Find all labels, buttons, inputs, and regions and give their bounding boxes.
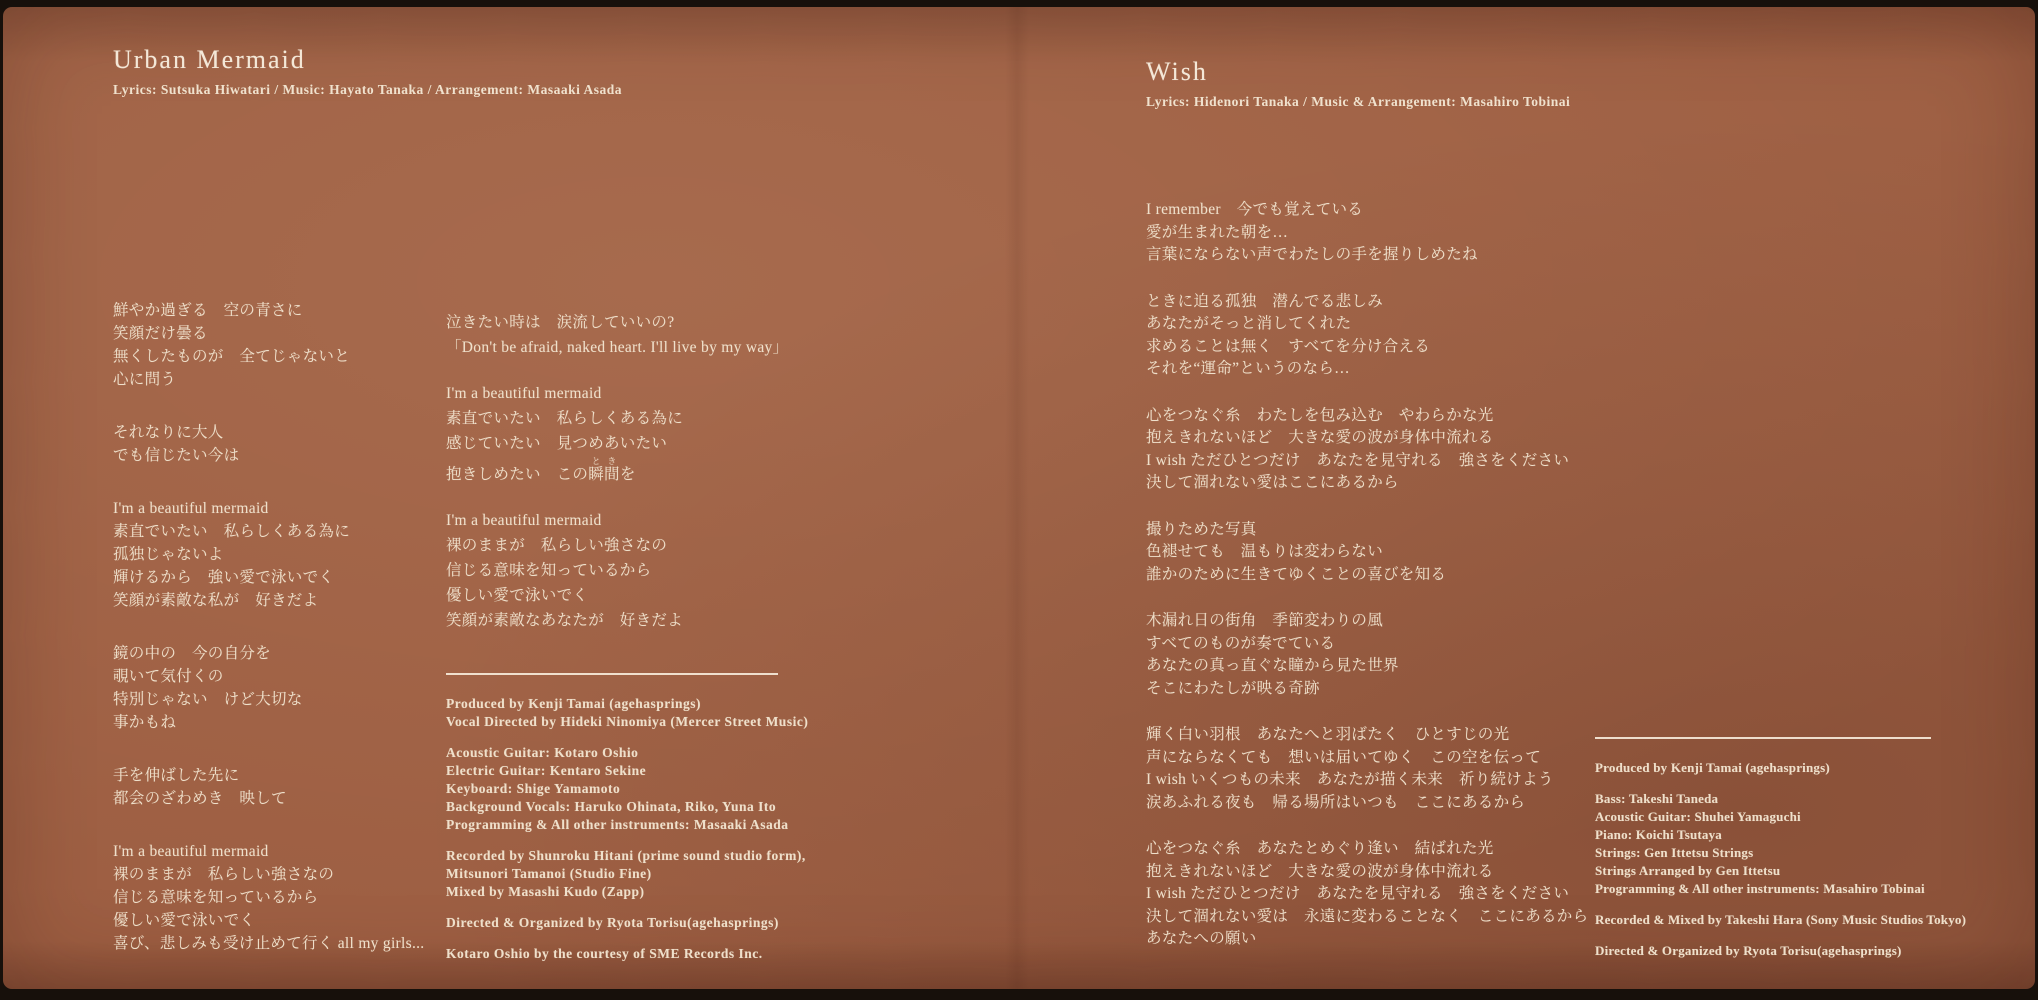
lyric-paragraph	[1146, 610, 1588, 700]
lyric-paragraph	[446, 381, 788, 487]
song-title: Urban Mermaid	[113, 45, 306, 74]
lyric-line: 「Don't be afraid, naked heart. I'll live by my way」	[446, 339, 789, 356]
lyric-line: それなりに大人	[113, 424, 224, 441]
lyrics-column	[1146, 199, 1588, 975]
lyric-line: 撮りためた写真	[1146, 520, 1257, 538]
lyric-line: 優しい愛で泳いでく	[113, 912, 256, 929]
lyric-line: 孤独じゃないよ	[113, 546, 224, 563]
lyric-line: 木漏れ日の街角 季節変わりの風	[1146, 612, 1384, 629]
credit-line: Keyboard: Shige Yamamoto	[446, 781, 621, 796]
lyric-line: あなたの真っ直ぐな瞳から見た世界	[1146, 657, 1399, 674]
lyric-line: 都会のざわめき 映して	[113, 790, 287, 807]
lyric-line: 心をつなぐ糸 あなたとめぐり逢い 結ばれた光	[1146, 840, 1494, 857]
lyric-line: 決して涸れない愛はここにあるから	[1146, 474, 1399, 491]
lyric-line: 感じていたい 見つめあいたい	[446, 435, 668, 452]
lyric-line: 色褪せても 温もりは変わらない	[1146, 543, 1384, 560]
credit-line: Directed & Organized by Ryota Torisu(agehasprings)	[1595, 943, 1902, 958]
credit-line: Recorded by Shunroku Hitani (prime sound studio form),	[446, 848, 806, 863]
credit-group	[1595, 942, 2038, 960]
credit-line: Strings Arranged by Gen Ittetsu	[1595, 863, 1781, 878]
lyric-line: それを“運命”というのなら…	[1146, 360, 1350, 377]
credit-line: Mixed by Masashi Kudo (Zapp)	[446, 884, 645, 899]
lyric-line: でも信じたい今は	[113, 447, 240, 464]
lyric-line: 喜び、悲しみも受け止めて行く all my girls...	[113, 935, 425, 952]
lyric-line: 心をつなぐ糸 わたしを包み込む やわらかな光	[1146, 406, 1494, 424]
lyric-line: 輝けるから 強い愛で泳いでく	[113, 569, 335, 586]
divider-line	[446, 673, 778, 675]
lyric-paragraph	[113, 764, 425, 810]
lyric-line: 声にならなくても 想いは届いてゆく この空を伝って	[1146, 748, 1542, 766]
lyric-line: 事かもね	[113, 714, 177, 731]
lyric-line: あなたへの願い	[1146, 930, 1257, 947]
lyric-line: 手を伸ばした先に	[113, 767, 240, 784]
lyric-line: 抱えきれないほど 大きな愛の波が身体中流れる	[1146, 429, 1494, 446]
credit-line: Strings: Gen Ittetsu Strings	[1595, 845, 1754, 860]
lyric-line: 笑顔が素敵なあなたが 好きだよ	[446, 612, 684, 629]
lyric-paragraph	[446, 508, 788, 633]
credit-group	[1595, 759, 2038, 777]
credit-line: Kotaro Oshio by the courtesy of SME Records Inc.	[446, 946, 763, 961]
credit-line: Programming & All other instruments: Masaaki Asada	[446, 817, 789, 832]
lyric-line: 鮮やか過ぎる 空の青さに	[113, 302, 303, 319]
lyric-line: 愛が生まれた朝を…	[1146, 223, 1289, 241]
lyric-line: 決して涸れない愛は 永遠に変わることなく ここにあるから	[1146, 907, 1589, 925]
lyric-line: 裸のままが 私らしい強さなの	[113, 866, 335, 883]
credit-line: Background Vocals: Haruko Ohinata, Riko, Yuna Ito	[446, 799, 777, 814]
song-byline: Lyrics: Sutsuka Hiwatari / Music: Hayato Tanaka / Arrangement: Masaaki Asada	[113, 82, 623, 97]
lyric-line: 求めることは無く すべてを分け合える	[1146, 337, 1431, 355]
lyric-line: 涙あふれる夜も 帰る場所はいつも ここにあるから	[1146, 793, 1526, 811]
booklet-spread	[3, 7, 2035, 989]
lyric-line: 覗いて気付くの	[113, 668, 224, 685]
credit-group	[446, 744, 926, 834]
lyrics-column-left	[113, 299, 425, 985]
lyric-line: I wish いくつもの未来 あなたが描く未来 祈り続けよう	[1146, 771, 1554, 788]
lyric-line: 無くしたものが 全てじゃないと	[113, 348, 351, 365]
credit-line: Acoustic Guitar: Kotaro Oshio	[446, 745, 639, 760]
lyric-line: I'm a beautiful mermaid	[446, 512, 602, 529]
lyric-paragraph	[446, 310, 788, 360]
lyric-line: ときに迫る孤独 潜んでる悲しみ	[1146, 292, 1384, 310]
lyric-line: I'm a beautiful mermaid	[446, 385, 602, 402]
credit-line: Vocal Directed by Hideki Ninomiya (Mercer Street Music)	[446, 714, 809, 729]
credit-line: Piano: Koichi Tsutaya	[1595, 827, 1723, 842]
lyric-line: 泣きたい時は 涙流していいの?	[446, 314, 675, 331]
credit-line: Mitsunori Tamanoi (Studio Fine)	[446, 866, 652, 881]
lyric-line: 抱きしめたい この瞬間ときを	[446, 456, 636, 483]
song-header	[113, 45, 622, 98]
lyric-line: 鏡の中の 今の自分を	[113, 645, 272, 662]
credit-line: Acoustic Guitar: Shuhei Yamaguchi	[1595, 809, 1801, 824]
lyric-line: I remember 今でも覚えている	[1146, 201, 1364, 218]
lyric-paragraph	[113, 642, 425, 734]
lyric-line: 笑顔だけ曇る	[113, 325, 208, 342]
credits-list	[1595, 759, 2038, 960]
lyric-line: 抱えきれないほど 大きな愛の波が身体中流れる	[1146, 862, 1494, 880]
lyric-paragraph	[113, 840, 425, 955]
lyric-line: 輝く白い羽根 あなたへと羽ばたく ひとすじの光	[1146, 726, 1510, 743]
credit-line: Bass: Takeshi Taneda	[1595, 791, 1719, 806]
credit-group	[446, 847, 926, 901]
lyric-line: 素直でいたい 私らしくある為に	[113, 523, 351, 540]
lyric-line: すべてのものが奏でている	[1146, 634, 1336, 652]
lyric-paragraph	[1146, 519, 1588, 587]
credit-group	[446, 945, 926, 963]
song-title: Wish	[1146, 57, 1208, 86]
lyric-line: 信じる意味を知っているから	[113, 889, 319, 906]
lyric-line: あなたがそっと消してくれた	[1146, 315, 1352, 332]
lyric-line: 誰かのために生きてゆくことの喜びを知る	[1146, 565, 1447, 583]
lyrics-column-middle	[446, 310, 788, 654]
lyric-line: I'm a beautiful mermaid	[113, 843, 269, 860]
lyric-paragraph	[113, 299, 425, 391]
center-fold	[1005, 7, 1029, 989]
credit-line: Produced by Kenji Tamai (agehasprings)	[1595, 760, 1830, 775]
credit-line: Recorded & Mixed by Takeshi Hara (Sony Music Studios Tokyo)	[1595, 912, 1967, 927]
credits-list	[446, 695, 926, 963]
lyric-paragraph	[113, 421, 425, 467]
lyric-paragraph	[1146, 405, 1588, 495]
lyric-line: 特別じゃない けど大切な	[113, 691, 303, 708]
lyric-paragraph	[1146, 724, 1588, 814]
lyric-paragraph	[1146, 291, 1588, 381]
lyric-line: そこにわたしが映る奇跡	[1146, 679, 1320, 697]
lyric-line: 裸のままが 私らしい強さなの	[446, 537, 668, 554]
lyric-paragraph	[113, 497, 425, 612]
lyric-paragraph	[1146, 199, 1588, 267]
production-credits	[446, 673, 926, 976]
song-header	[1146, 57, 1570, 110]
lyric-line: 優しい愛で泳いでく	[446, 587, 589, 604]
lyric-paragraph	[1146, 838, 1588, 951]
lyric-line: 信じる意味を知っているから	[446, 562, 652, 579]
credit-line: Electric Guitar: Kentaro Sekine	[446, 763, 647, 778]
divider-line	[1595, 737, 1931, 739]
lyric-line: I'm a beautiful mermaid	[113, 500, 269, 517]
credit-group	[1595, 911, 2038, 929]
song-byline: Lyrics: Hidenori Tanaka / Music & Arrangement: Masahiro Tobinai	[1146, 94, 1571, 109]
credit-line: Programming & All other instruments: Masahiro Tobinai	[1595, 881, 1925, 896]
credit-group	[1595, 790, 2038, 898]
credit-line: Produced by Kenji Tamai (agehasprings)	[446, 696, 702, 711]
production-credits	[1595, 737, 2038, 973]
credit-line: Directed & Organized by Ryota Torisu(agehasprings)	[446, 915, 779, 930]
lyric-line: 素直でいたい 私らしくある為に	[446, 410, 684, 427]
credit-group	[446, 914, 926, 932]
credit-group	[446, 695, 926, 731]
lyric-line: 心に問う	[113, 371, 177, 388]
lyric-line: 笑顔が素敵な私が 好きだよ	[113, 592, 319, 609]
lyric-line: I wish ただひとつだけ あなたを見守れる 強さをください	[1146, 885, 1570, 902]
lyric-line: I wish ただひとつだけ あなたを見守れる 強さをください	[1146, 451, 1570, 469]
lyric-line: 言葉にならない声でわたしの手を握りしめたね	[1146, 246, 1478, 263]
